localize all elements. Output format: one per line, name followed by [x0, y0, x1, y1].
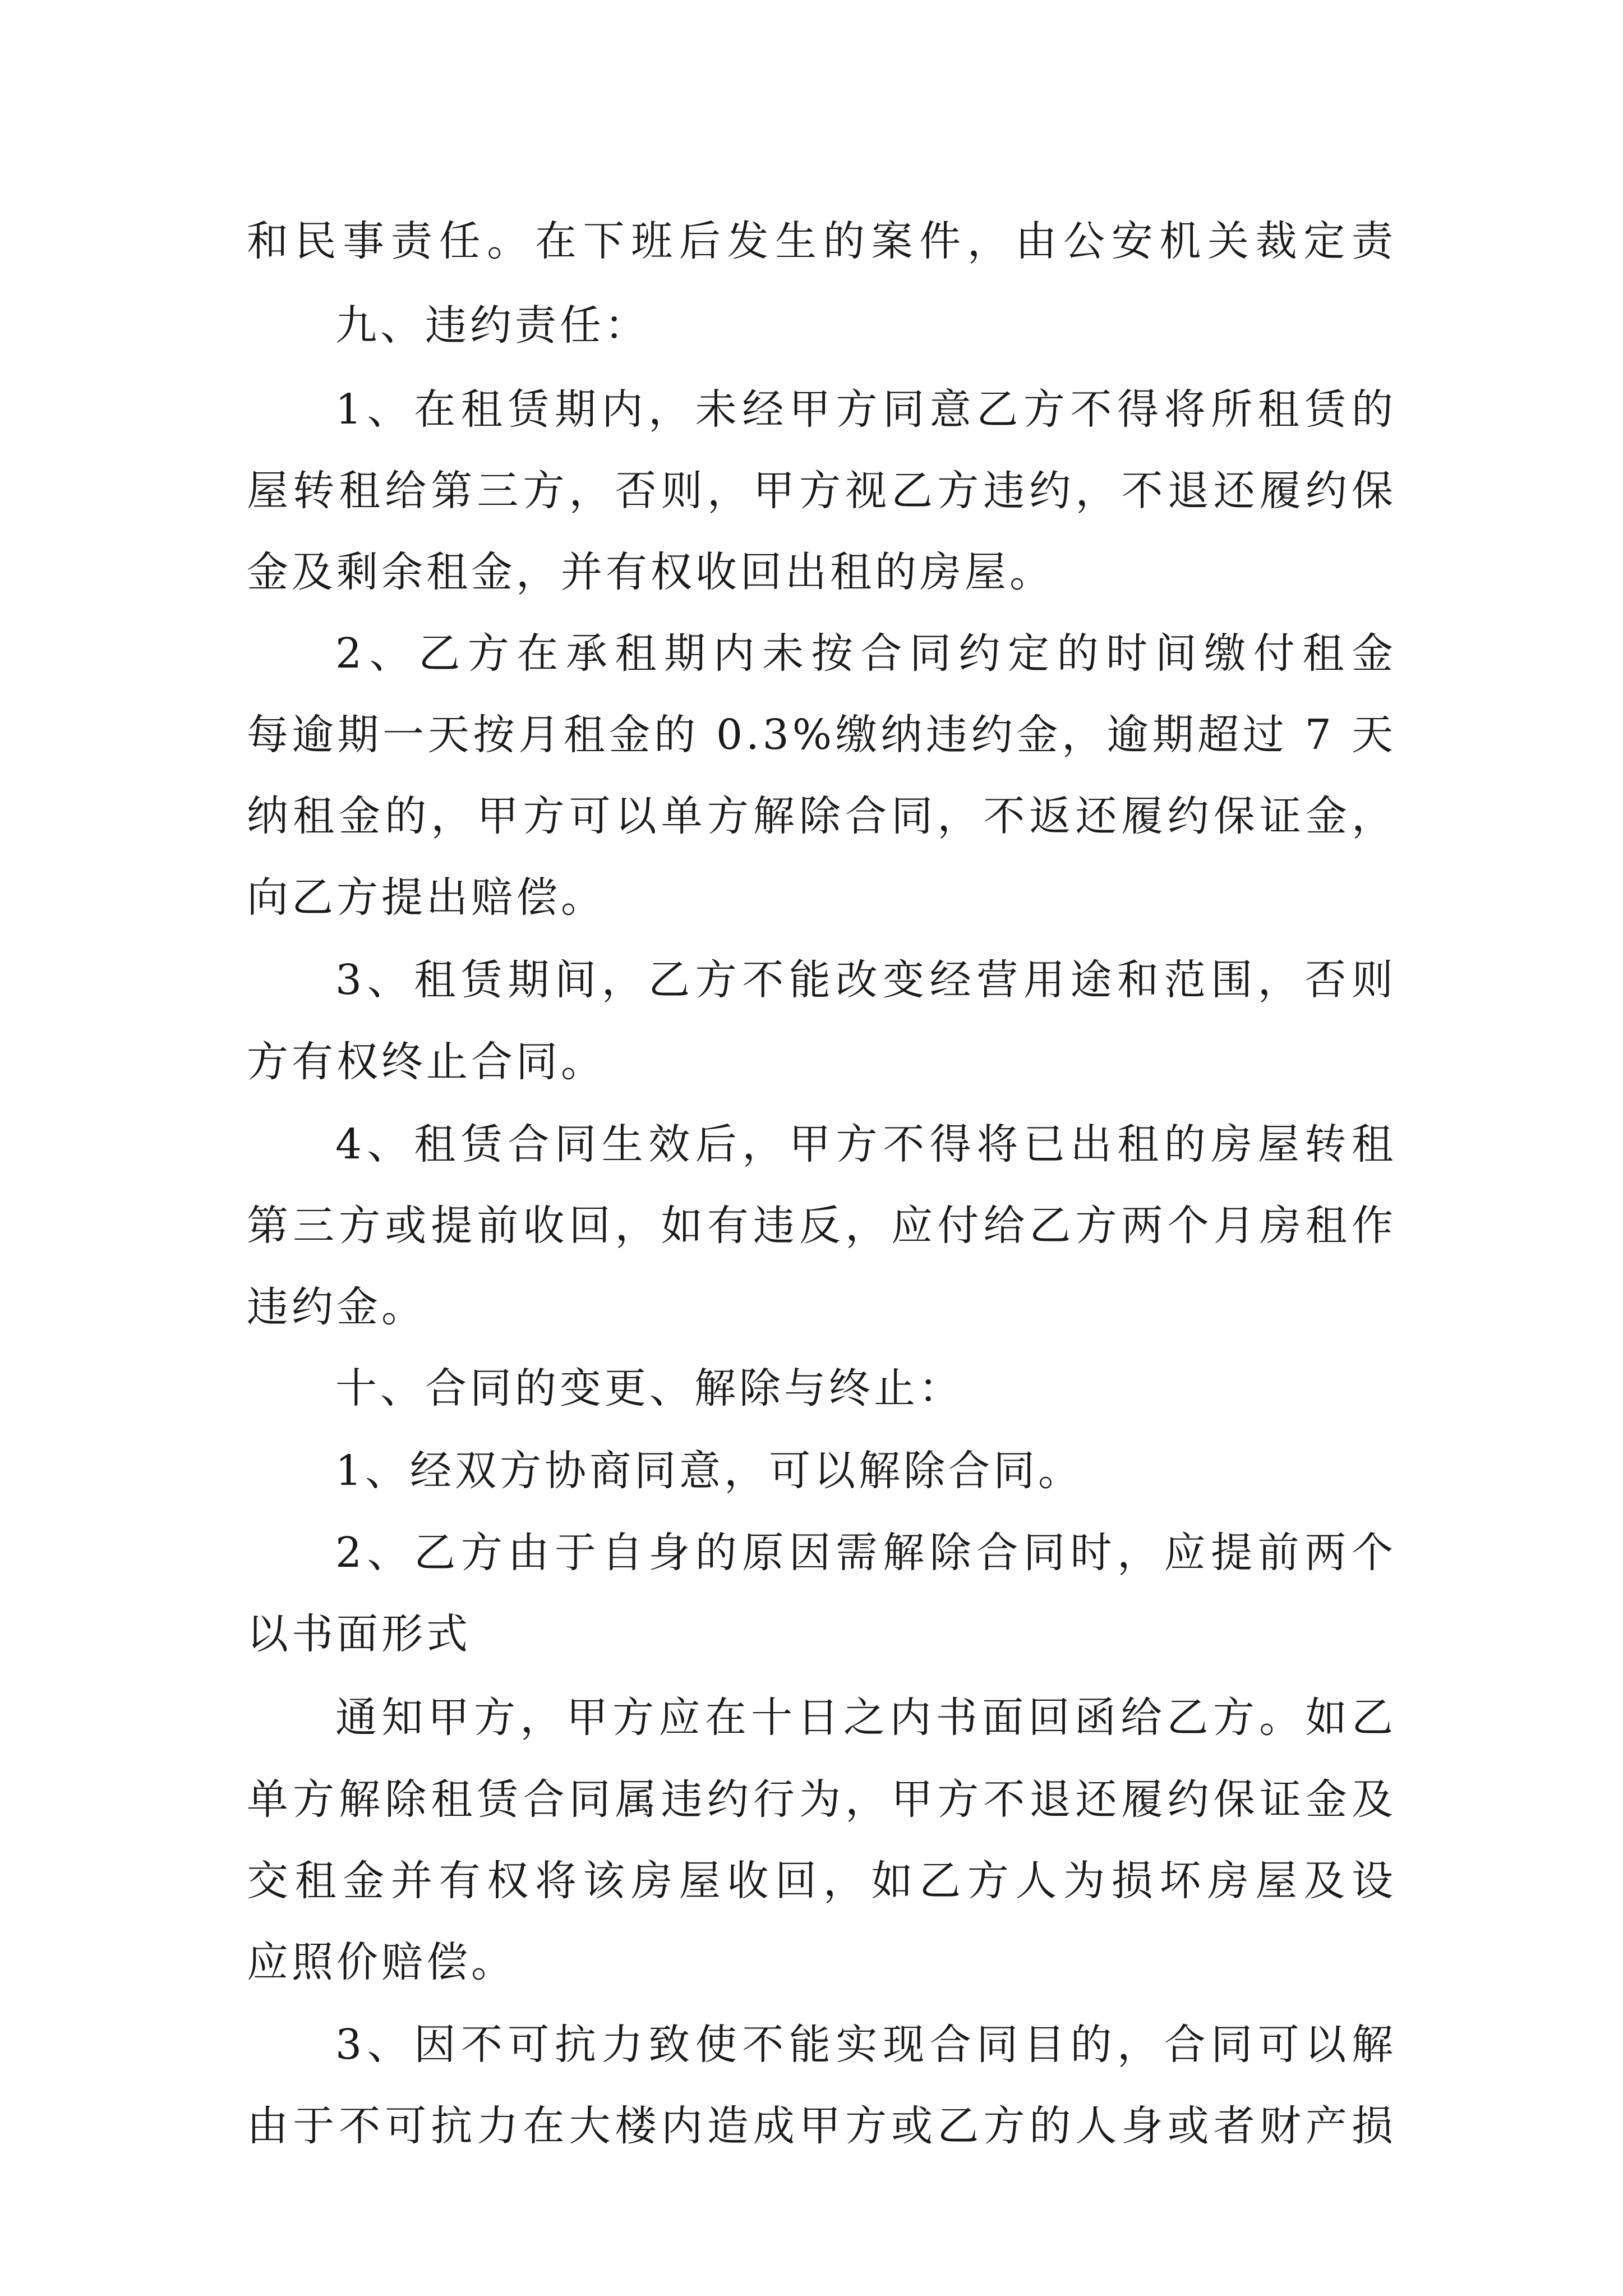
text-line: 2、乙方由于自身的原因需解除合同时，应提前两个	[335, 1529, 1396, 1577]
text-line: 交租金并有权将该房屋收回，如乙方人为损坏房屋及设	[247, 1857, 1396, 1905]
text-line: 第三方或提前收回，如有违反，应付给乙方两个月房租作	[247, 1202, 1396, 1250]
text-line: 方有权终止合同。	[247, 1038, 606, 1086]
text-line: 违约金。	[247, 1283, 426, 1331]
text-line: 3、因不可抗力致使不能实现合同目的，合同可以解	[335, 2021, 1396, 2069]
text-line: 1、经双方协商同意，可以解除合同。	[335, 1447, 1083, 1495]
text-line: 向乙方提出赔偿。	[247, 873, 606, 922]
text-line: 1、在租赁期内，未经甲方同意乙方不得将所租赁的	[335, 385, 1396, 434]
text-line: 纳租金的，甲方可以单方解除合同，不返还履约保证金，	[247, 792, 1396, 840]
text-line: 和民事责任。在下班后发生的案件，由公安机关裁定责	[247, 217, 1396, 265]
text-line: 金及剩余租金，并有权收回出租的房屋。	[247, 548, 1054, 596]
text-line: 2、乙方在承租期内未按合同约定的时间缴付租金	[335, 629, 1396, 678]
text-line: 单方解除租赁合同属违约行为，甲方不退还履约保证金及	[247, 1775, 1396, 1824]
text-line: 应照价赔偿。	[247, 1938, 516, 1986]
text-line: 每逾期一天按月租金的 0.3%缴纳违约金，逾期超过 7 天	[247, 711, 1396, 759]
section-heading: 十、合同的变更、解除与终止：	[335, 1364, 963, 1412]
section-heading: 九、违约责任：	[335, 301, 649, 349]
text-line: 屋转租给第三方，否则，甲方视乙方违约，不退还履约保	[247, 467, 1396, 515]
text-line: 通知甲方，甲方应在十日之内书面回函给乙方。如乙	[335, 1694, 1396, 1742]
text-line: 由于不可抗力在大楼内造成甲方或乙方的人身或者财产损	[247, 2102, 1396, 2150]
text-line: 以书面形式	[247, 1610, 471, 1658]
text-line: 3、租赁期间，乙方不能改变经营用途和范围，否则	[335, 956, 1396, 1004]
text-line: 4、租赁合同生效后，甲方不得将已出租的房屋转租	[335, 1120, 1396, 1168]
